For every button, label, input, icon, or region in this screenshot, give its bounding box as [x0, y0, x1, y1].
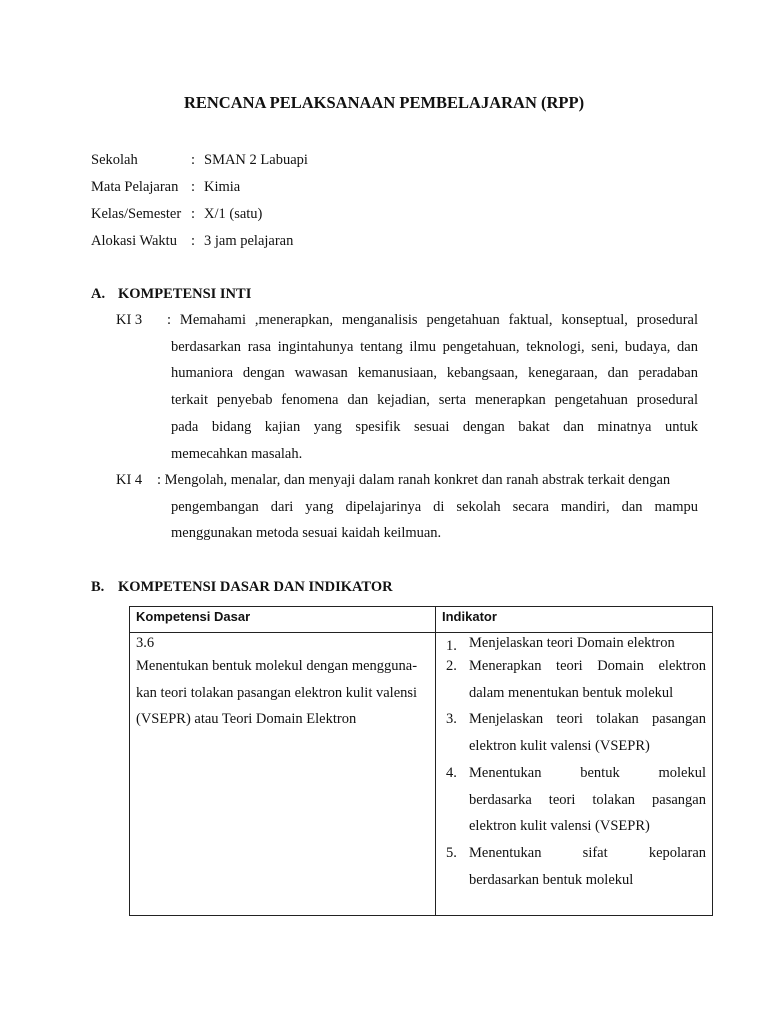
section-a-heading: A. KOMPETENSI INTI [91, 286, 252, 302]
indicator-list [442, 633, 706, 893]
kd-code: 3.6 [136, 635, 155, 651]
ki3-line: berdasarkan rasa ingintahunya tentang ilmu pengetahuan, teknologi, seni, budaya, dan [171, 338, 698, 355]
info-label: Sekolah [91, 152, 138, 168]
ki3-line: terkait penyebab fenomena dan kejadian, serta menerapkan pengetahuan prosedural [171, 392, 698, 409]
table-header-row [130, 607, 713, 633]
info-value: SMAN 2 Labuapi [204, 152, 308, 168]
kd-cell [130, 633, 436, 916]
table-row [130, 633, 713, 916]
ki3-line: pada bidang kajian yang spesifik sesuai dengan bakat dan minatnya untuk [171, 418, 698, 435]
info-value: Kimia [204, 179, 241, 195]
header-kompetensi-dasar: Kompetensi Dasar [130, 607, 436, 633]
info-label: Alokasi Waktu [91, 233, 177, 249]
indicator-cell [436, 633, 713, 916]
kd-indikator-table [129, 606, 713, 916]
ki4-line: pengembangan dari yang dipelajarinya di sekolah secara mandiri, dan mampu [171, 498, 698, 515]
info-label: Kelas/Semester [91, 206, 182, 222]
list-item: 3. Menjelaskan teori tolakan pasangan elektron kulit valensi (VSEPR) [446, 711, 706, 755]
info-value: 3 jam pelajaran [204, 233, 294, 249]
info-row-mata-pelajaran: Mata Pelajaran : Kimia [91, 179, 241, 195]
header-indikator: Indikator [436, 607, 713, 633]
kd-line: kan teori tolakan pasangan elektron kulit valensi [136, 684, 418, 701]
list-item: 4. Menentukan bentuk molekul berdasarka teori tolakan pasangan elektron kulit valensi (VSEPR) [446, 764, 706, 835]
info-row-alokasi-waktu: Alokasi Waktu : 3 jam pelajaran [91, 233, 294, 249]
kd-line: (VSEPR) atau Teori Domain Elektron [136, 711, 357, 728]
ki4-label: KI 4 [116, 472, 143, 488]
ki4-block [116, 467, 698, 547]
list-item: 1. Menjelaskan teori Domain elektron [446, 635, 675, 654]
kd-line: Menentukan bentuk molekul dengan mengguna- [136, 658, 418, 674]
document-title: RENCANA PELAKSANAAN PEMBELAJARAN (RPP) [183, 93, 585, 112]
ki4-line: : Mengolah, menalar, dan menyaji dalam ranah konkret dan ranah abstrak terkait dengan [157, 472, 671, 488]
info-row-kelas-semester: Kelas/Semester : X/1 (satu) [91, 206, 263, 222]
ki4-line: menggunakan metoda sesuai kaidah keilmuan. [171, 525, 442, 542]
ki3-line: memecahkan masalah. [171, 445, 303, 462]
info-label: Mata Pelajaran [91, 179, 179, 195]
info-row-sekolah: Sekolah : SMAN 2 Labuapi [91, 152, 308, 168]
ki3-line: humaniora dengan wawasan kemanusiaan, kebangsaan, kenegaraan, dan peradaban [171, 365, 698, 382]
section-b-heading: B. KOMPETENSI DASAR DAN INDIKATOR [91, 579, 393, 595]
list-item: 5. Menentukan sifat kepolaran berdasarkan bentuk molekul [446, 844, 706, 888]
identity-block [91, 150, 308, 258]
info-value: X/1 (satu) [204, 206, 263, 222]
list-item: 2. Menerapkan teori Domain elektron dalam menentukan bentuk molekul [446, 658, 706, 701]
ki3-label: KI 3 [116, 312, 143, 328]
ki3-line: : Memahami ,menerapkan, menganalisis pengetahuan faktual, konseptual, prosedural [167, 312, 698, 328]
ki3-block [116, 307, 698, 467]
